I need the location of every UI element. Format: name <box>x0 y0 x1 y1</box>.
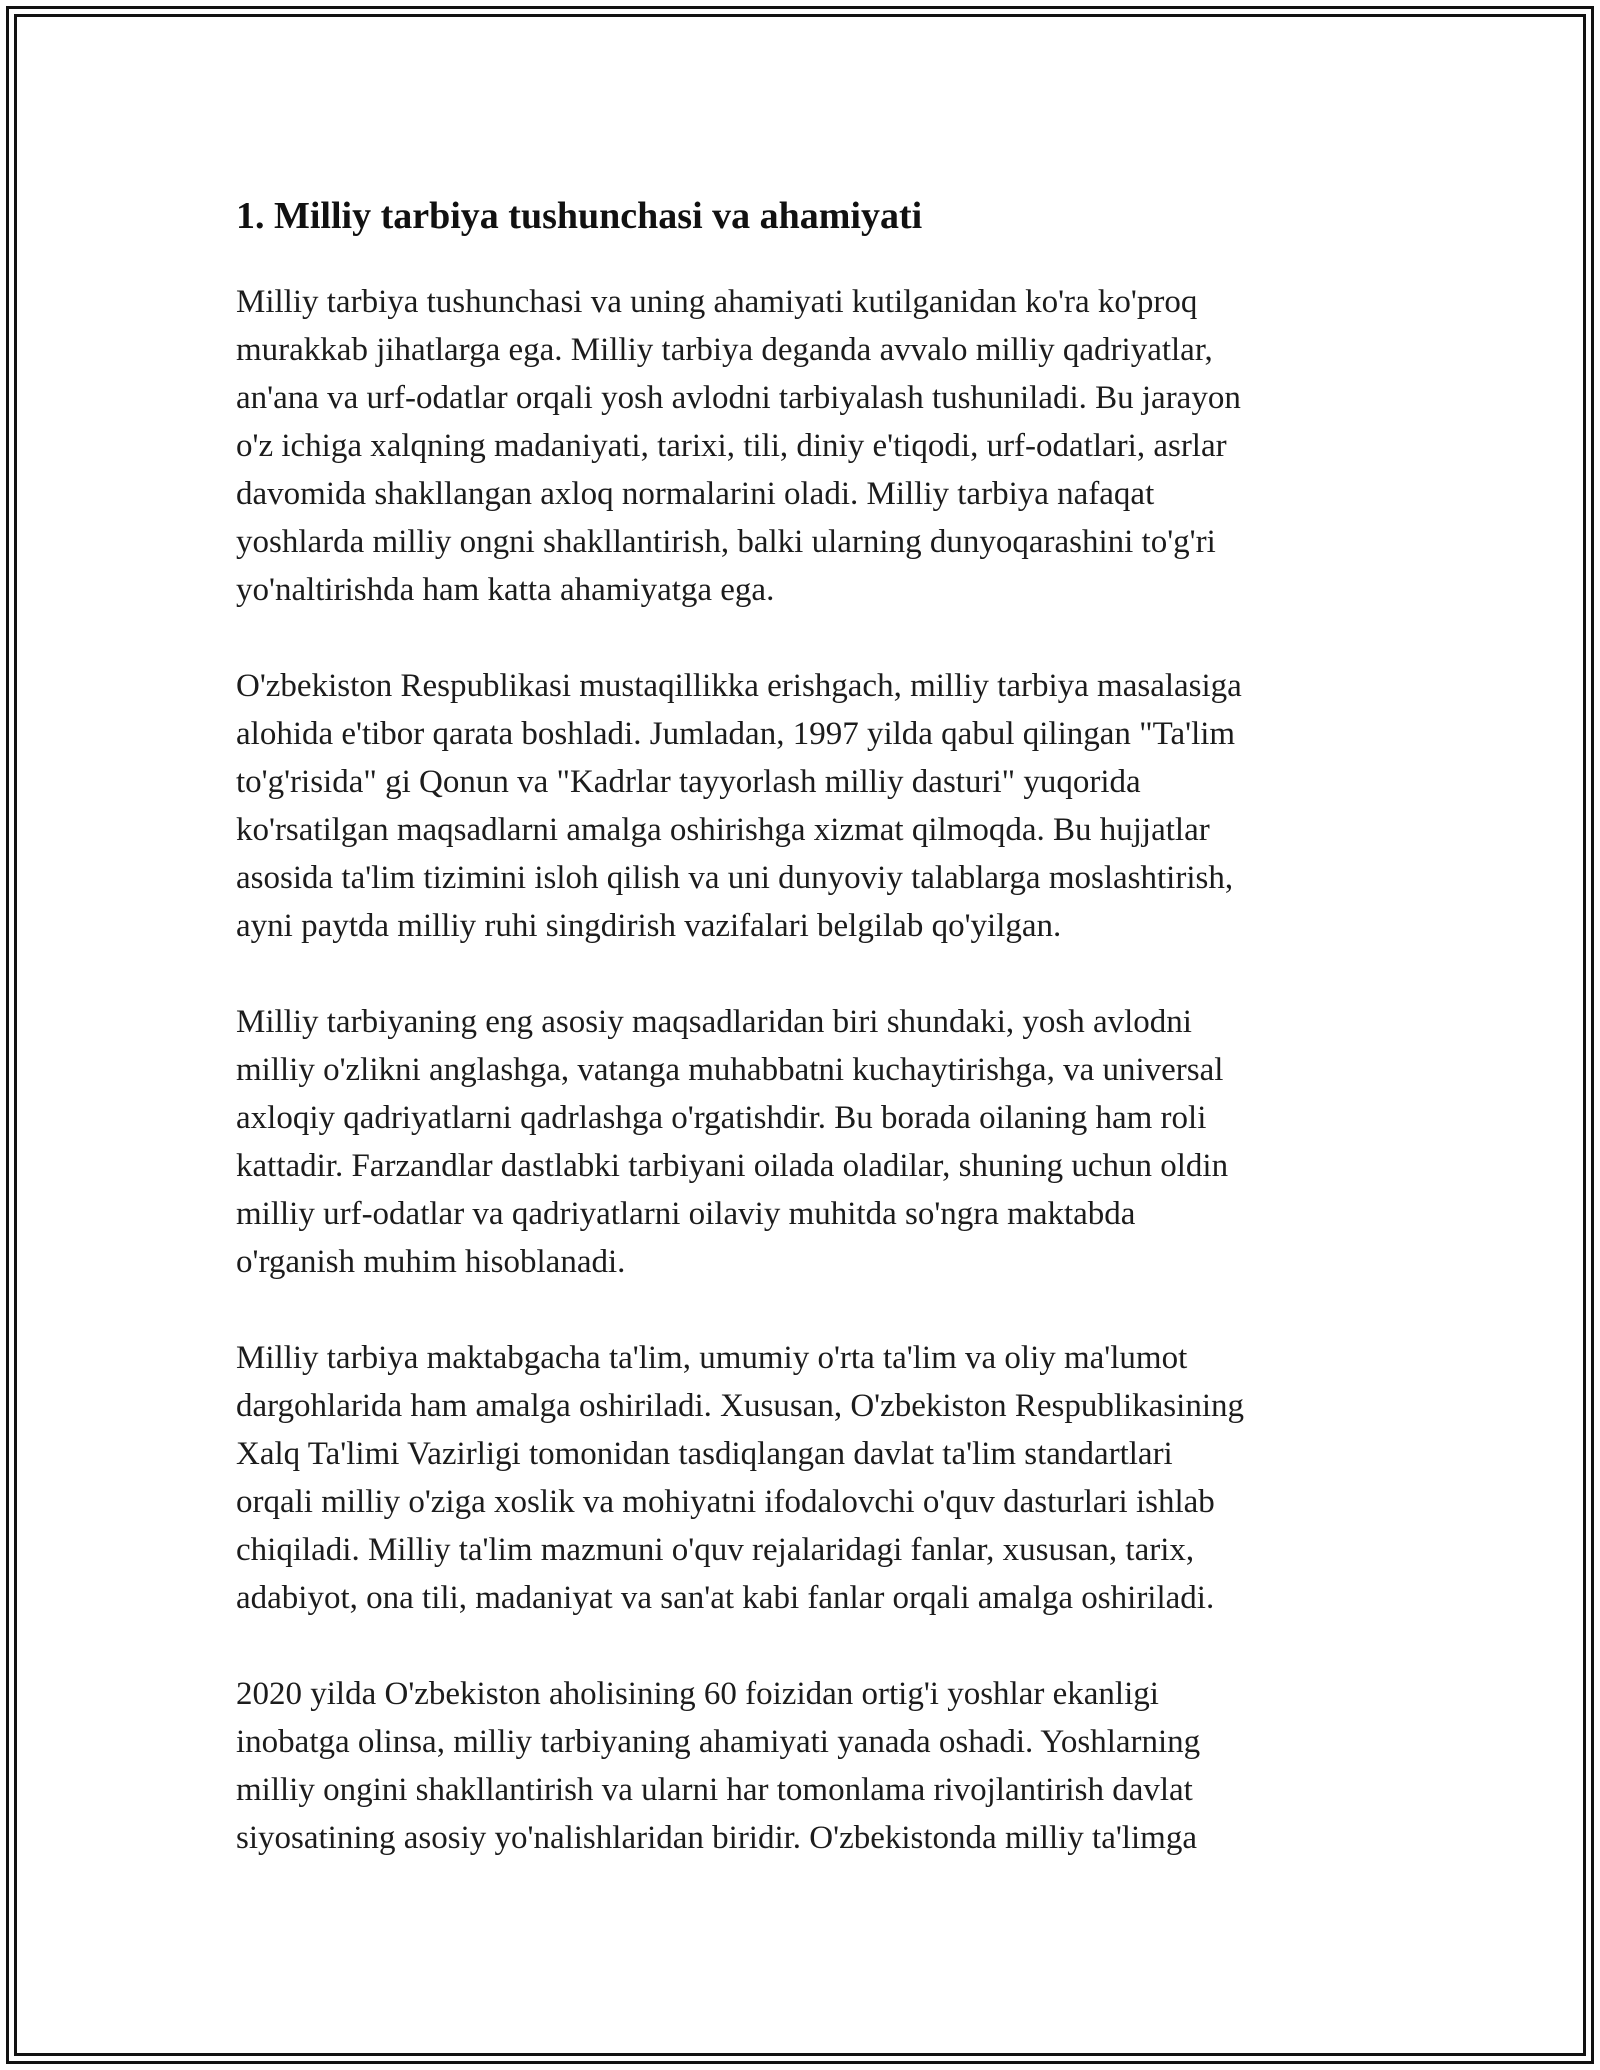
paragraph-line: Xalq Ta'limi Vazirligi tomonidan tasdiqlangan davlat ta'lim standartlari <box>236 1436 1173 1472</box>
paragraph-4 <box>236 1334 1364 1622</box>
paragraph-line: milliy o'zlikni anglashga, vatanga muhabbatni kuchaytirishga, va universal <box>236 1052 1224 1088</box>
paragraph-line: Milliy tarbiyaning eng asosiy maqsadlaridan biri shundaki, yosh avlodni <box>236 1004 1192 1040</box>
paragraph-2 <box>236 662 1364 950</box>
paragraph-line: O'zbekiston Respublikasi mustaqillikka erishgach, milliy tarbiya masalasiga <box>236 668 1242 704</box>
paragraph-line: milliy urf-odatlar va qadriyatlarni oilaviy muhitda so'ngra maktabda <box>236 1196 1136 1232</box>
paragraph-line: 2020 yilda O'zbekiston aholisining 60 foizidan ortig'i yoshlar ekanligi <box>236 1676 1159 1712</box>
paragraph-line: kattadir. Farzandlar dastlabki tarbiyani oilada oladilar, shuning uchun oldin <box>236 1148 1229 1184</box>
paragraph-line: adabiyot, ona tili, madaniyat va san'at kabi fanlar orqali amalga oshiriladi. <box>236 1580 1215 1616</box>
paragraph-line: to'g'risida" gi Qonun va "Kadrlar tayyorlash milliy dasturi" yuqorida <box>236 764 1141 800</box>
paragraph-line: o'rganish muhim hisoblanadi. <box>236 1244 626 1280</box>
paragraph-line: Milliy tarbiya tushunchasi va uning ahamiyati kutilganidan ko'ra ko'proq <box>236 284 1198 320</box>
paragraph-line: axloqiy qadriyatlarni qadrlashga o'rgatishdir. Bu borada oilaning ham roli <box>236 1100 1207 1136</box>
paragraph-line: ayni paytda milliy ruhi singdirish vazifalari belgilab qo'yilgan. <box>236 908 1062 944</box>
paragraph-1 <box>236 278 1364 614</box>
paragraph-line: an'ana va urf-odatlar orqali yosh avlodni tarbiyalash tushuniladi. Bu jarayon <box>236 380 1241 416</box>
paragraph-5 <box>236 1670 1364 1862</box>
paragraph-line: murakkab jihatlarga ega. Milliy tarbiya deganda avvalo milliy qadriyatlar, <box>236 332 1213 368</box>
paragraph-line: Milliy tarbiya maktabgacha ta'lim, umumiy o'rta ta'lim va oliy ma'lumot <box>236 1340 1188 1376</box>
paragraph-line: davomida shakllangan axloq normalarini oladi. Milliy tarbiya nafaqat <box>236 476 1155 512</box>
paragraph-line: alohida e'tibor qarata boshladi. Jumladan, 1997 yilda qabul qilingan "Ta'lim <box>236 716 1236 752</box>
document-page <box>236 186 1364 1910</box>
paragraph-line: o'z ichiga xalqning madaniyati, tarixi, tili, diniy e'tiqodi, urf-odatlari, asrlar <box>236 428 1227 464</box>
paragraph-line: yoshlarda milliy ongni shakllantirish, balki ularning dunyoqarashini to'g'ri <box>236 524 1216 560</box>
paragraph-line: siyosatining asosiy yo'nalishlaridan biridir. O'zbekistonda milliy ta'limga <box>236 1820 1197 1856</box>
paragraph-line: chiqiladi. Milliy ta'lim mazmuni o'quv rejalaridagi fanlar, xususan, tarix, <box>236 1532 1195 1568</box>
paragraph-line: ko'rsatilgan maqsadlarni amalga oshirishga xizmat qilmoqda. Bu hujjatlar <box>236 812 1210 848</box>
paragraph-line: asosida ta'lim tizimini isloh qilish va uni dunyoviy talablarga moslashtirish, <box>236 860 1234 896</box>
paragraph-line: orqali milliy o'ziga xoslik va mohiyatni ifodalovchi o'quv dasturlari ishlab <box>236 1484 1215 1520</box>
paragraph-line: milliy ongini shakllantirish va ularni har tomonlama rivojlantirish davlat <box>236 1772 1193 1808</box>
paragraph-line: dargohlarida ham amalga oshiriladi. Xususan, O'zbekiston Respublikasining <box>236 1388 1244 1424</box>
paragraph-3 <box>236 998 1364 1286</box>
section-heading: 1. Milliy tarbiya tushunchasi va ahamiyati <box>236 195 923 237</box>
paragraph-line: inobatga olinsa, milliy tarbiyaning ahamiyati yanada oshadi. Yoshlarning <box>236 1724 1201 1760</box>
paragraph-line: yo'naltirishda ham katta ahamiyatga ega. <box>236 572 775 608</box>
